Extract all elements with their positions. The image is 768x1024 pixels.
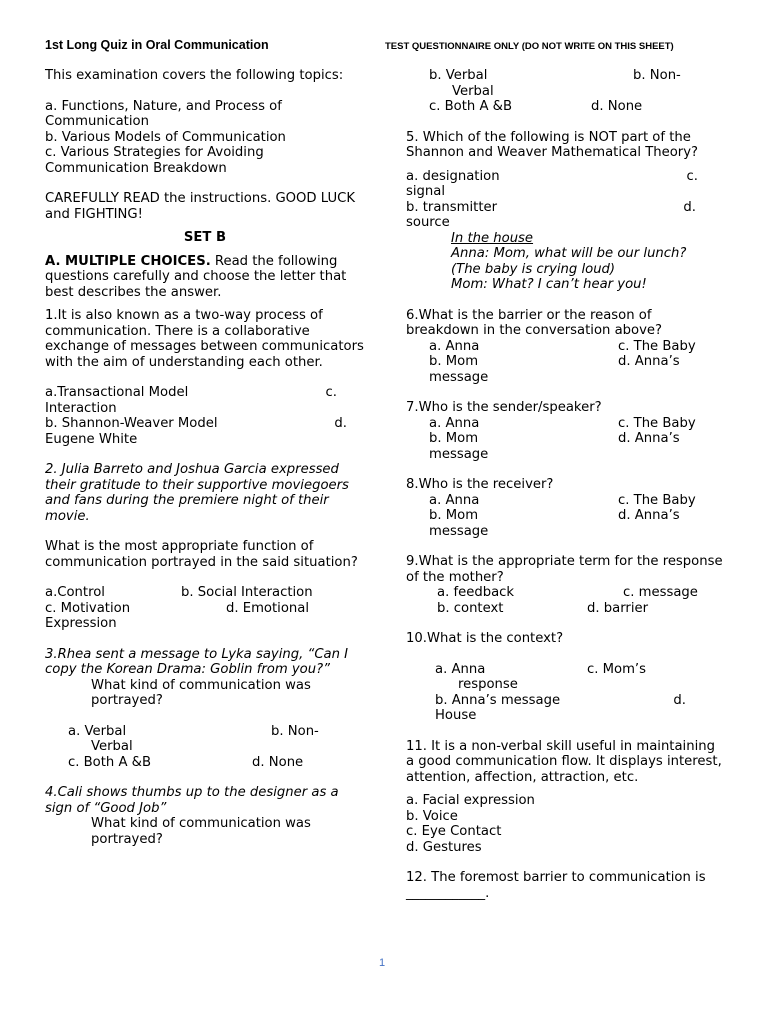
q3-option-c: c. Both A &B xyxy=(68,754,152,770)
q5-option-a: a. designation xyxy=(406,168,500,184)
q2-options-row-1 xyxy=(45,585,365,601)
question-5: 5. Which of the following is NOT part of the Shannon and Weaver Mathematical Theory? xyxy=(406,129,699,160)
question-8: 8.Who is the receiver? xyxy=(406,477,554,492)
q9-option-b: b. context xyxy=(437,600,504,616)
q1-option-b: b. Shannon-Weaver Model xyxy=(45,416,218,431)
questionnaire-note: TEST QUESTIONNAIRE ONLY (DO NOT WRITE ON THIS SHEET) xyxy=(385,41,674,52)
dialogue-line: Anna: Mom, what will be our lunch? xyxy=(451,246,687,261)
q3-option-d: d. None xyxy=(252,754,304,770)
question-10: 10.What is the context? xyxy=(406,631,564,646)
q10-option-d: d. xyxy=(673,692,686,708)
q8-options-row-2 xyxy=(406,508,726,524)
q11-option: a. Facial expression xyxy=(406,793,535,808)
dialogue-line: Mom: What? I can’t hear you! xyxy=(451,277,647,292)
q11-option: d. Gestures xyxy=(406,839,482,855)
question-2-scenario: 2. Julia Barreto and Joshua Garcia expressed their gratitude to their supportive moviegoers and fans during the premiere night of their movie. xyxy=(45,462,349,524)
q1-option-c: c. xyxy=(325,385,337,400)
q2-option-b: b. Social Interaction xyxy=(181,585,313,600)
q3-option-b-cont: Verbal xyxy=(91,739,133,754)
q9-option-a: a. feedback xyxy=(437,585,515,600)
q8-option-c: c. The Baby xyxy=(618,492,696,508)
q7-option-a: a. Anna xyxy=(429,415,480,431)
q10-option-a: a. Anna xyxy=(435,661,486,677)
topic-item: b. Various Models of Communication xyxy=(45,129,286,145)
q2-option-c: c. Motivation xyxy=(45,600,131,616)
q7-options-row-2 xyxy=(406,431,726,447)
coverage-intro: This examination covers the following topics: xyxy=(45,68,344,83)
dialogue-box xyxy=(406,231,726,293)
q11-option: c. Eye Contact xyxy=(406,824,502,839)
question-9: 9.What is the appropriate term for the response of the mother? xyxy=(406,554,723,585)
question-4: What kind of communication was portrayed? xyxy=(91,816,311,847)
q4-option-d: d. None xyxy=(591,99,643,114)
q3-option-b: b. Non- xyxy=(271,723,319,739)
topic-item: a. Functions, Nature, and Process of Communication xyxy=(45,98,282,129)
q9-option-d: d. barrier xyxy=(587,600,649,616)
q1-option-a: a.Transactional Model xyxy=(45,385,189,400)
q3-options-row-2 xyxy=(45,755,365,771)
q10-options-row-2 xyxy=(406,693,726,709)
q4-option-a: b. Verbal xyxy=(429,68,488,83)
question-3: What kind of communication was portrayed? xyxy=(91,677,311,708)
q8-option-d: d. Anna’s xyxy=(618,508,680,523)
q11-option: b. Voice xyxy=(406,808,458,824)
q10-option-d-cont: House xyxy=(435,708,477,723)
q9-options-row-1 xyxy=(406,585,726,601)
q1-option-c-cont: Interaction xyxy=(45,400,117,416)
quiz-title: 1st Long Quiz in Oral Communication xyxy=(45,38,269,52)
q1-option-d: d. xyxy=(334,416,347,431)
q8-option-a: a. Anna xyxy=(429,492,480,508)
q5-option-c: c. xyxy=(686,168,698,184)
q6-option-d-cont: message xyxy=(429,369,489,385)
q5-option-d: d. xyxy=(683,199,696,215)
q5-option-c-cont: signal xyxy=(406,184,446,199)
q8-option-b: b. Mom xyxy=(429,508,479,523)
q9-options-row-2 xyxy=(406,601,726,617)
q1-options-row-1 xyxy=(45,385,365,401)
q1-options-row-2 xyxy=(45,416,365,432)
q8-option-d-cont: message xyxy=(429,523,489,539)
q4-option-b: b. Non- xyxy=(633,68,681,83)
q10-option-c-cont: response xyxy=(458,677,518,692)
q4-options-row-2 xyxy=(406,99,726,115)
q6-option-c: c. The Baby xyxy=(618,338,696,354)
question-7: 7.Who is the sender/speaker? xyxy=(406,400,602,415)
question-12: 12. The foremost barrier to communication is ____________. xyxy=(406,870,706,901)
q4-option-c: c. Both A &B xyxy=(429,99,513,114)
q4-option-b-cont: Verbal xyxy=(452,83,494,99)
q4-options-row-1 xyxy=(406,68,726,84)
page-number: 1 xyxy=(379,957,386,969)
q6-options-row-1 xyxy=(406,339,726,355)
q6-option-a: a. Anna xyxy=(429,338,480,354)
q8-options-row-1 xyxy=(406,493,726,509)
q5-options-row-1 xyxy=(406,169,726,185)
topic-item: c. Various Strategies for Avoiding Communication Breakdown xyxy=(45,145,264,176)
q3-option-a: a. Verbal xyxy=(68,723,127,739)
q7-option-c: c. The Baby xyxy=(618,415,696,431)
set-label: SET B xyxy=(183,230,227,245)
q10-options-row-1 xyxy=(406,662,726,678)
q7-option-b: b. Mom xyxy=(429,431,479,446)
question-6: 6.What is the barrier or the reason of breakdown in the conversation above? xyxy=(406,307,663,338)
q6-option-d: d. Anna’s xyxy=(618,354,680,369)
dialogue-line: (The baby is crying loud) xyxy=(451,261,616,277)
q9-option-c: c. message xyxy=(623,585,698,600)
q6-option-b: b. Mom xyxy=(429,354,479,369)
q3-options-row-1 xyxy=(45,724,365,740)
q7-option-d: d. Anna’s xyxy=(618,431,680,446)
q5-option-d-cont: source xyxy=(406,215,450,230)
dialogue-heading: In the house xyxy=(451,230,534,246)
question-3-scenario: 3.Rhea sent a message to Lyka saying, “Can I copy the Korean Drama: Goblin from you?” xyxy=(45,646,349,677)
q2-option-d: d. Emotional xyxy=(226,600,310,616)
section-title: A. MULTIPLE CHOICES. xyxy=(45,253,211,269)
q10-option-c: c. Mom’s xyxy=(587,661,646,677)
section-text: Read the following questions carefully and choose the letter that best describes the answer. xyxy=(45,253,347,300)
q2-option-d-cont: Expression xyxy=(45,616,117,631)
question-4-scenario: 4.Cali shows thumbs up to the designer as a sign of “Good Job” xyxy=(45,785,339,816)
question-2: What is the most appropriate function of communication portrayed in the said situation? xyxy=(45,539,358,570)
q5-option-b: b. transmitter xyxy=(406,199,498,215)
left-column xyxy=(45,68,365,847)
section-intro xyxy=(45,254,365,301)
q1-option-d-cont: Eugene White xyxy=(45,431,138,447)
q2-option-a: a.Control xyxy=(45,585,105,600)
q2-options-row-2 xyxy=(45,601,365,617)
instruction-text: CAREFULLY READ the instructions. GOOD LUCK and FIGHTING! xyxy=(45,191,355,222)
q6-options-row-2 xyxy=(406,354,726,370)
question-11: 11. It is a non-verbal skill useful in maintaining a good communication flow. It displays interest, attention, affection, attraction, etc. xyxy=(406,738,722,785)
q7-options-row-1 xyxy=(406,416,726,432)
q5-options-row-2 xyxy=(406,200,726,216)
q10-option-b: b. Anna’s message xyxy=(435,692,561,708)
right-column xyxy=(406,68,726,901)
q7-option-d-cont: message xyxy=(429,446,489,462)
question-1: 1.It is also known as a two-way process of communication. There is a collaborative exchange of messages between communicators with the aim of understanding each other. xyxy=(45,308,364,370)
